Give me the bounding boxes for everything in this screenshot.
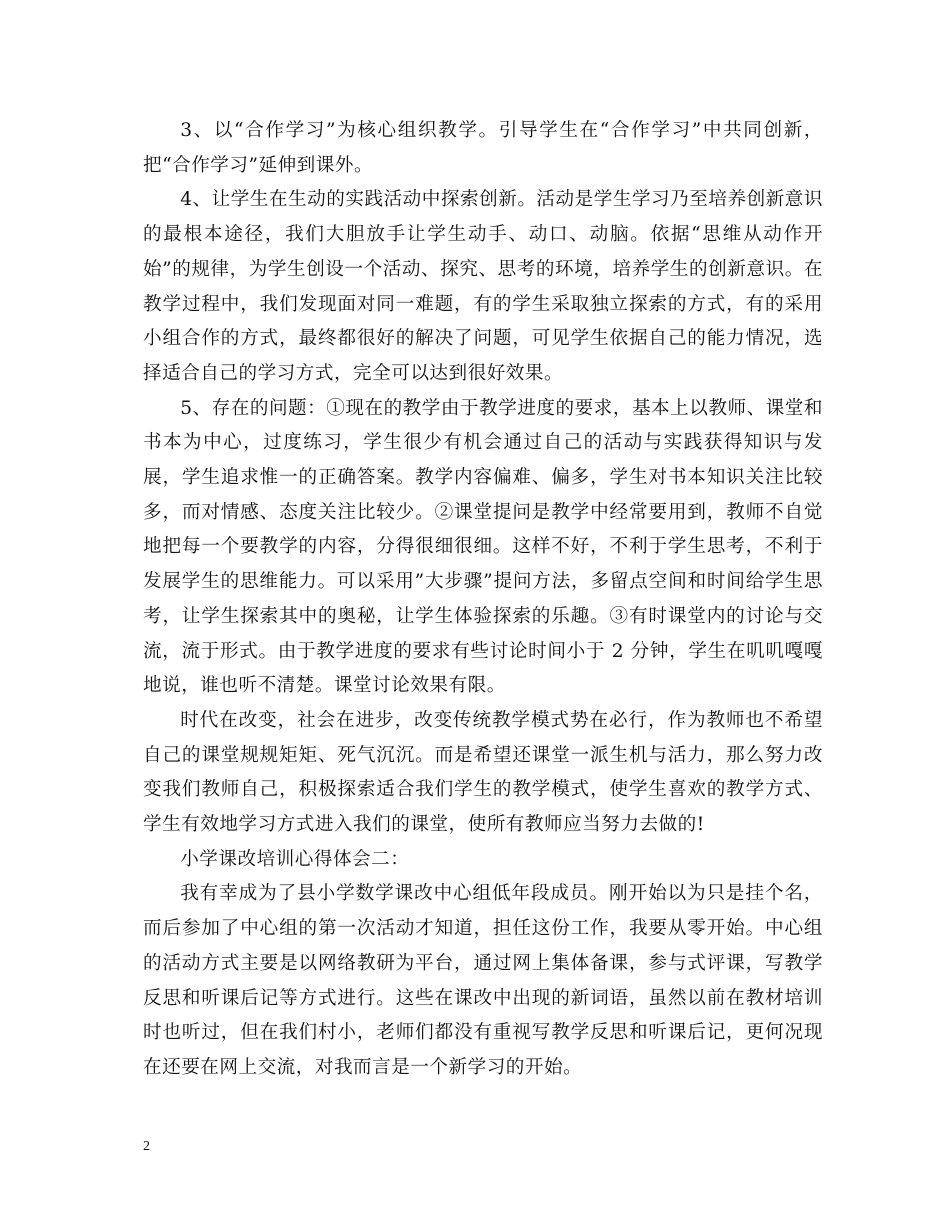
paragraph-existing-problems: 5、存在的问题：①现在的教学由于教学进度的要求，基本上以教师、课堂和书本为中心，过度练习，学生很少有机会通过自己的活动与实践获得知识与发展，学生追求惟一的正确答案。教学内容偏难、偏多，学生对书本知识关注比较多，而对情感、态度关注比较少。②课堂提问是教学中经常要用到，教师不自觉地把每一个要教学的内容，分得很细很细。这样不好，不利于学生思考，不利于发展学生的思维能力。可以采用”大步骤”提问方法，多留点空间和时间给学生思考，让学生探索其中的奥秘，让学生体验探索的乐趣。③有时课堂内的讨论与交流，流于形式。由于教学进度的要求有些讨论时间小于 2 分钟，学生在叽叽嘎嘎地说，谁也听不清楚。课堂讨论效果有限。: [143, 397, 823, 697]
paragraph-era-change: 时代在改变，社会在进步，改变传统教学模式势在必行，作为教师也不希望自己的课堂规规矩矩、死气沉沉。而是希望还课堂一派生机与活力，那么努力改变我们教师自己，积极探索适合我们学生的教学模式，使学生喜欢的教学方式、学生有效地学习方式进入我们的课堂，使所有教师应当努力去做的!: [143, 709, 823, 836]
paragraph-center-group-member: 我有幸成为了县小学数学课改中心组低年段成员。刚开始以为只是挂个名，而后参加了中心组的第一次活动才知道，担任这份工作，我要从零开始。中心组的活动方式主要是以网络教研为平台，通过网上集体备课，参与式评课，写教学反思和听课后记等方式进行。这些在课改中出现的新词语，虽然以前在教材培训时也听过，但在我们村小，老师们都没有重视写教学反思和听课后记，更何况现在还要在网上交流，对我而言是一个新学习的开始。: [143, 883, 823, 1078]
page-number: 2: [143, 1139, 150, 1154]
document-body: [143, 114, 823, 1086]
paragraph-cooperative-learning: 3、以“合作学习”为核心组织教学。引导学生在“合作学习”中共同创新，把“合作学习”延伸到课外。: [143, 120, 823, 176]
paragraph-practice-activities: 4、让学生在生动的实践活动中探索创新。活动是学生学习乃至培养创新意识的最根本途径，我们大胆放手让学生动手、动口、动脑。依据“思维从动作开始”的规律，为学生创设一个活动、探究、思考的环境，培养学生的创新意识。在教学过程中，我们发现面对同一难题，有的学生采取独立探索的方式，有的采用小组合作的方式，最终都很好的解决了问题，可见学生依据自己的能力情况，选择适合自己的学习方式，完全可以达到很好效果。: [143, 189, 823, 384]
section-heading-reflection-two: 小学课改培训心得体会二：: [180, 848, 410, 870]
